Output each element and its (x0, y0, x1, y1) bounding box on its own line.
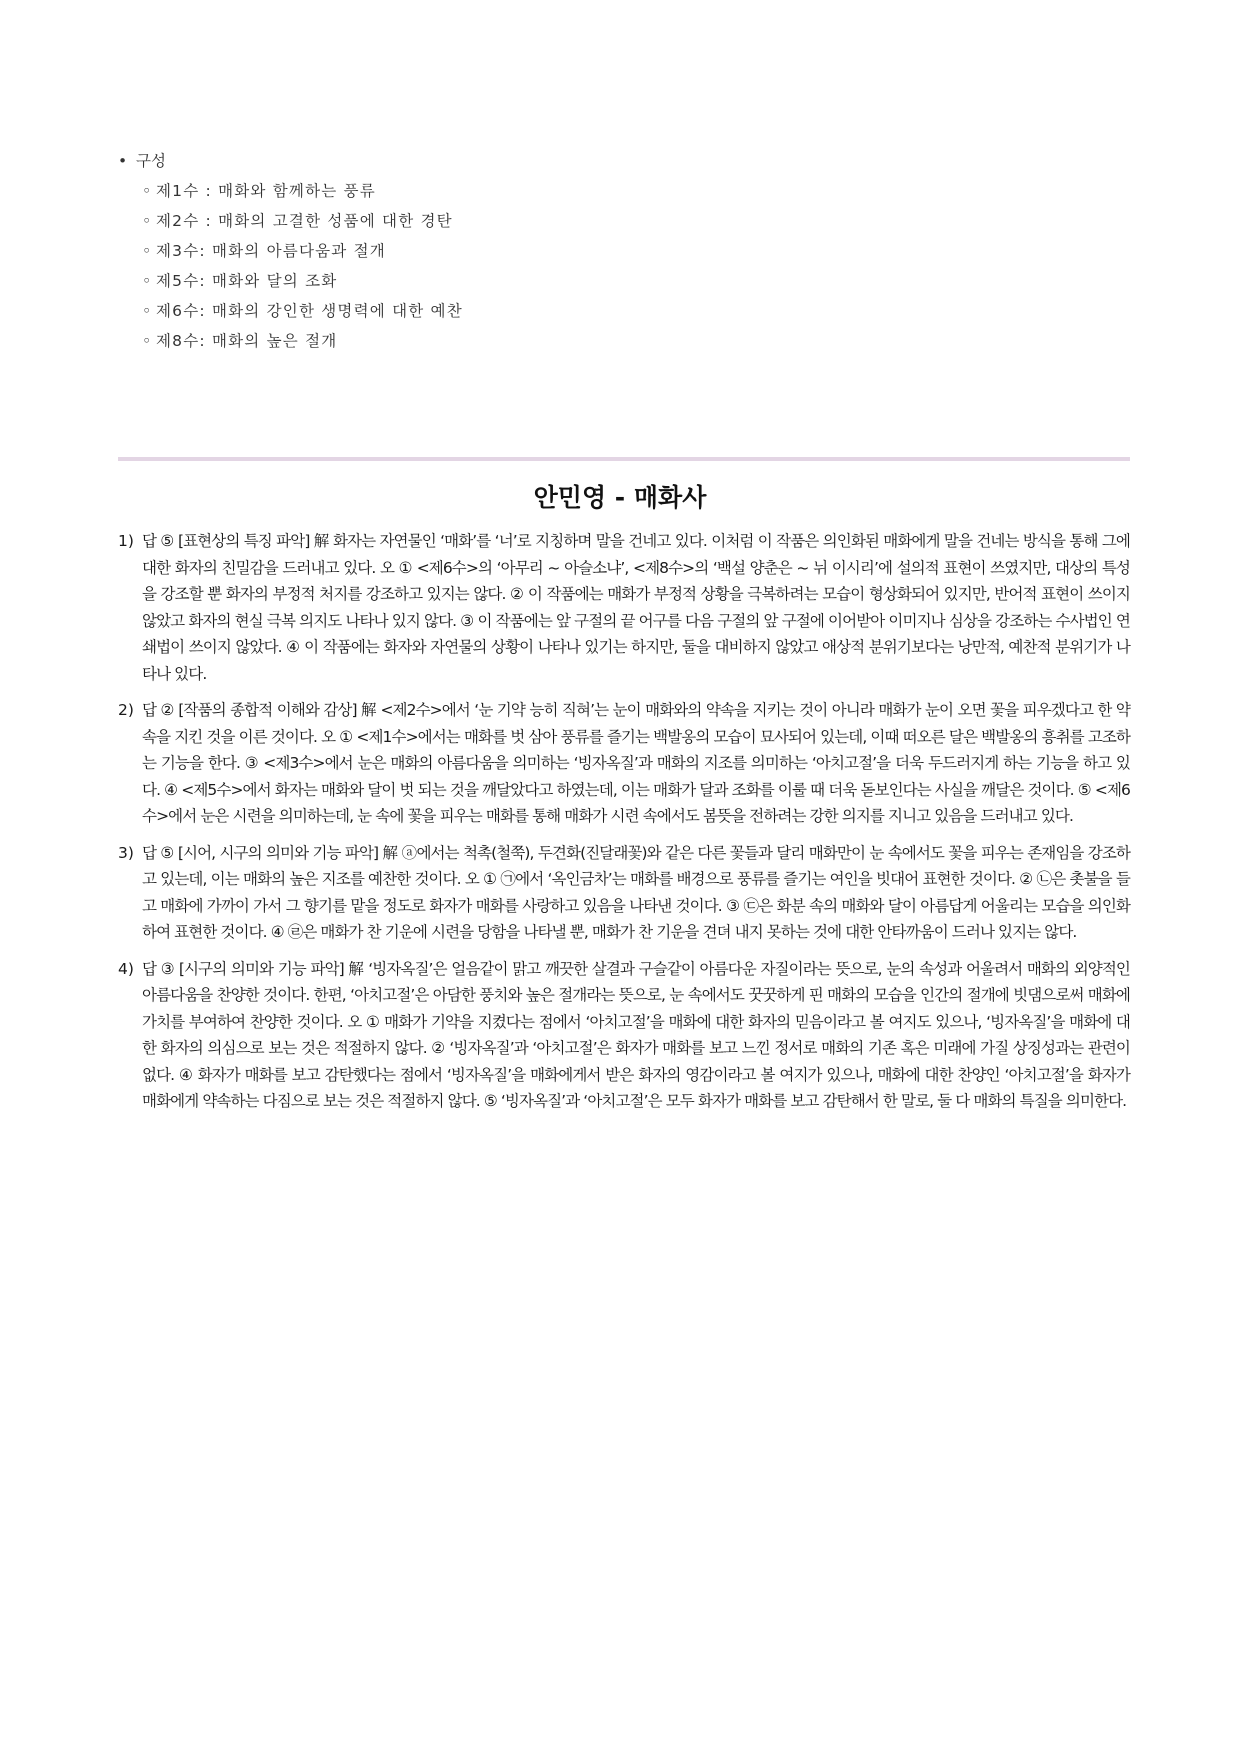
structure-item: ◦ 제3수: 매화의 아름다움과 절개 (142, 236, 463, 266)
small-circle-icon: ◦ (142, 302, 153, 320)
structure-item: ◦ 제6수: 매화의 강인한 생명력에 대한 예찬 (142, 296, 463, 326)
bullet-icon: • (118, 152, 128, 170)
structure-item: ◦ 제5수: 매화와 달의 조화 (142, 266, 463, 296)
answer-number: 3) (118, 843, 134, 862)
small-circle-icon: ◦ (142, 332, 153, 350)
structure-heading-row (118, 146, 463, 176)
answer-text: 답 ② [작품의 종합적 이해와 감상] 解 <제2수>에서 ‘눈 기약 능히 직혀’는 눈이 매화와의 약속을 지키는 것이 아니라 매화가 눈이 오면 꽃을 피우겠다고 한 약속을 지킨 것을 이른 것이다. 오 ① <제1수>에서는 매화를 벗 삼아 풍류를 즐기는 백발옹의 모습이 묘사되어 있는데, 이때 떠오른 달은 백발옹의 흥취를 고조하는 기능을 한다. ③ <제3수>에서 눈은 매화의 아름다움을 의미하는 ‘빙자옥질’과 매화의 지조를 의미하는 ‘아치고절’을 더욱 두드러지게 하는 기능을 하고 있다. ④ <제5수>에서 화자는 매화와 달이 벗 되는 것을 깨달았다고 하였는데, 이는 매화가 달과 조화를 이룰 때 더욱 돋보인다는 사실을 깨달은 것이다. ⑤ <제6수>에서 눈은 시련을 의미하는데, 눈 속에 꽃을 피우는 매화를 통해 매화가 시련 속에서도 봄뜻을 전하려는 강한 의지를 지니고 있음을 드러내고 있다. (142, 701, 1130, 825)
answer-text: 답 ③ [시구의 의미와 기능 파악] 解 ‘빙자옥질’은 얼음같이 맑고 깨끗한 살결과 구슬같이 아름다운 자질이라는 뜻으로, 눈의 속성과 어울려서 매화의 외양적인 아름다움을 찬양한 것이다. 한편, ‘아치고절’은 아담한 풍치와 높은 절개라는 뜻으로, 눈 속에서도 꿋꿋하게 핀 매화의 모습을 인간의 절개에 빗댐으로써 매화에 가치를 부여하여 찬양한 것이다. 오 ① 매화가 기약을 지켰다는 점에서 ‘아치고절’을 매화에 대한 화자의 믿음이라고 볼 여지도 있으나, ‘빙자옥질’을 매화에 대한 화자의 의심으로 보는 것은 적절하지 않다. ② ‘빙자옥질’과 ‘아치고절’은 화자가 매화를 보고 느낀 정서로 매화의 기존 혹은 미래에 가질 상징성과는 관련이 없다. ④ 화자가 매화를 보고 감탄했다는 점에서 ‘빙자옥질’을 매화에게서 받은 화자의 영감이라고 볼 여지가 있으나, 매화에 대한 찬양인 ‘아치고절’을 화자가 매화에게 약속하는 다짐으로 보는 것은 적절하지 않다. ⑤ ‘빙자옥질’과 ‘아치고절’은 모두 화자가 매화를 보고 감탄해서 한 말로, 둘 다 매화의 특질을 의미한다. (142, 959, 1130, 1110)
structure-item: ◦ 제1수 : 매화와 함께하는 풍류 (142, 176, 463, 206)
answer-text: 답 ⑤ [표현상의 특징 파악] 解 화자는 자연물인 ‘매화’를 ‘너’로 지칭하며 말을 건네고 있다. 이처럼 이 작품은 의인화된 매화에게 말을 건네는 방식을 통해 그에 대한 화자의 친밀감을 드러내고 있다. 오 ① <제6수>의 ‘아무리 ~ 아슬소냐’, <제8수>의 ‘백설 양춘은 ~ 뉘 이시리’에 설의적 표현이 쓰였지만, 대상의 특성을 강조할 뿐 화자의 부정적 처지를 강조하고 있지는 않다. ② 이 작품에는 매화가 부정적 상황을 극복하려는 모습이 형상화되어 있지만, 반어적 표현이 쓰이지 않았고 화자의 현실 극복 의지도 나타나 있지 않다. ③ 이 작품에는 앞 구절의 끝 어구를 다음 구절의 앞 구절에 이어받아 이미지나 심상을 강조하는 수사법인 연쇄법이 쓰이지 않았다. ④ 이 작품에는 화자와 자연물의 상황이 나타나 있기는 하지만, 둘을 대비하지 않았고 애상적 분위기보다는 낭만적, 예찬적 분위기가 나타나 있다. (142, 532, 1130, 683)
section-divider (118, 457, 1130, 461)
answer-item (118, 528, 1130, 687)
answer-item (118, 697, 1130, 830)
answer-number: 4) (118, 959, 134, 978)
structure-section (118, 146, 463, 356)
section-title: 안민영 - 매화사 (533, 483, 707, 512)
answer-item (118, 956, 1130, 1115)
small-circle-icon: ◦ (142, 272, 153, 290)
structure-item: ◦ 제2수 : 매화의 고결한 성품에 대한 경탄 (142, 206, 463, 236)
structure-item: ◦ 제8수: 매화의 높은 절개 (142, 326, 463, 356)
structure-heading: 구성 (136, 152, 166, 170)
small-circle-icon: ◦ (142, 212, 153, 230)
answer-list (118, 528, 1130, 1125)
answer-number: 1) (118, 532, 134, 550)
answer-text: 답 ⑤ [시어, 시구의 의미와 기능 파악] 解 ⓐ에서는 척촉(철쭉), 두견화(진달래꽃)와 같은 다른 꽃들과 달리 매화만이 눈 속에서도 꽃을 피우는 존재임을 강조하고 있는데, 이는 매화의 높은 지조를 예찬한 것이다. 오 ① ㉠에서 ‘옥인금차’는 매화를 배경으로 풍류를 즐기는 여인을 빗대어 표현한 것이다. ② ㉡은 촛불을 들고 매화에 가까이 가서 그 향기를 맡을 정도로 화자가 매화를 사랑하고 있음을 나타낸 것이다. ③ ㉢은 화분 속의 매화와 달이 아름답게 어울리는 모습을 의인화하여 표현한 것이다. ④ ㉣은 매화가 찬 기운에 시련을 당함을 나타낼 뿐, 매화가 찬 기운을 견뎌 내지 못하는 것에 대한 안타까움이 드러나 있지는 않다. (142, 843, 1130, 941)
small-circle-icon: ◦ (142, 242, 153, 260)
small-circle-icon: ◦ (142, 182, 153, 200)
answer-item (118, 840, 1130, 946)
answer-number: 2) (118, 701, 134, 719)
structure-list (118, 176, 463, 356)
